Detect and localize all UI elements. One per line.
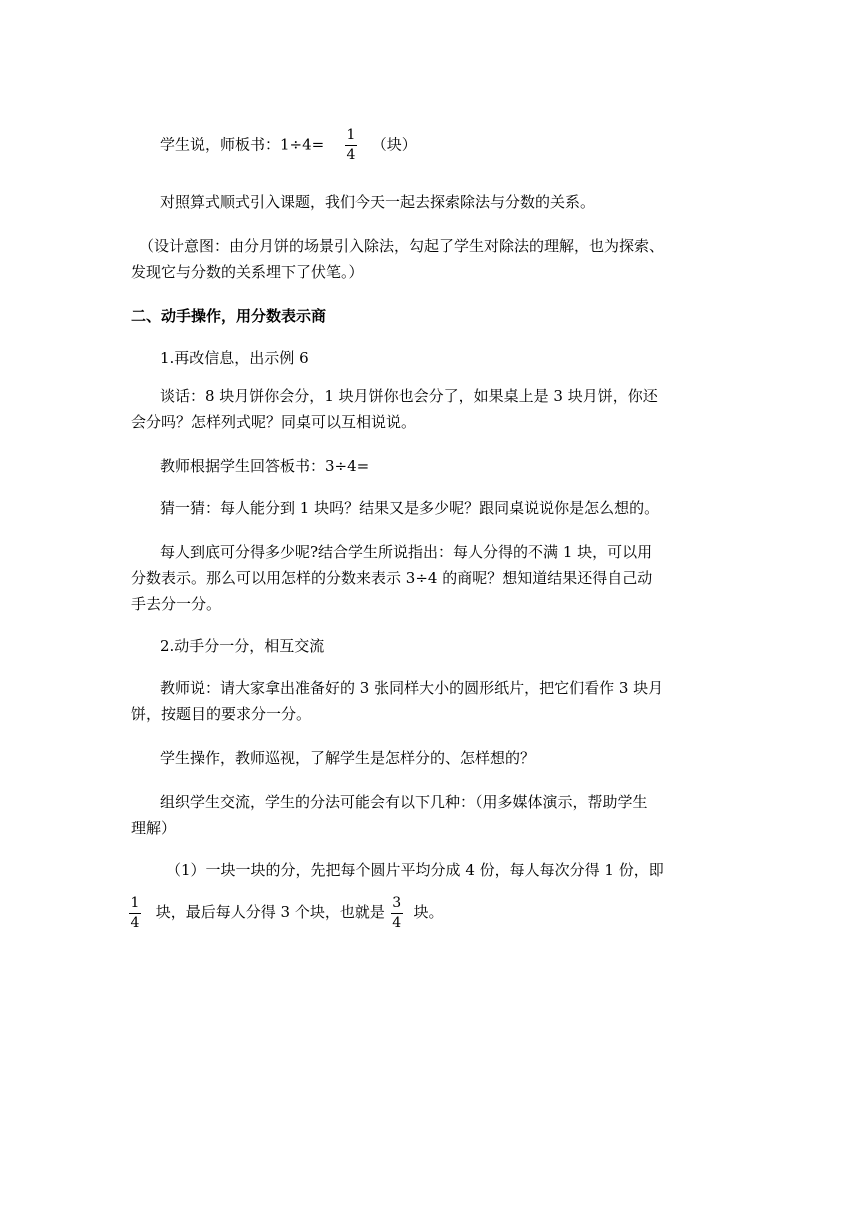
- fraction-three-quarters-inline: [391, 896, 403, 931]
- section-heading-2: 二、动手操作，用分数表示商: [131, 307, 327, 325]
- unit-text: （块）: [371, 135, 417, 154]
- step-2-title: 2.动手分一分，相互交流: [160, 637, 325, 655]
- step-1-title: 1.再改信息，出示例 6: [160, 349, 309, 367]
- dialogue-line-1: 谈话：8 块月饼你会分，1 块月饼你也会分了，如果桌上是 3 块月饼，你还: [160, 387, 658, 405]
- paragraph-board-writing: [160, 128, 417, 163]
- exchange-line-1: 组织学生交流，学生的分法可能会有以下几种：（用多媒体演示，帮助学生: [160, 793, 648, 811]
- explanation-line-2: 分数表示。那么可以用怎样的分数来表示 3÷4 的商呢？想知道结果还得自己动: [131, 569, 653, 587]
- explanation-line-3: 手去分一分。: [131, 595, 222, 613]
- fraction-one-quarter-inline: [129, 896, 141, 931]
- dialogue-line-2: 会分吗？怎样列式呢？同桌可以互相说说。: [131, 413, 417, 431]
- fraction-numerator: 3: [392, 894, 402, 911]
- student-operation: 学生操作，教师巡视，了解学生是怎样分的、怎样想的？: [160, 749, 536, 767]
- paragraph-introduce-topic: 对照算式顺式引入课题，我们今天一起去探索除法与分数的关系。: [160, 193, 596, 211]
- fraction-numerator: 1: [346, 127, 356, 143]
- fraction-bar: [391, 913, 403, 914]
- design-intent-line-1: （设计意图：由分月饼的场景引入除法，勾起了学生对除法的理解，也为探索、: [139, 237, 665, 255]
- board-writing-text: 学生说，师板书：1÷4=: [160, 135, 325, 154]
- fraction-denominator: 4: [346, 147, 356, 163]
- method-1-line-1: （1）一块一块的分，先把每个圆片平均分成 4 份，每人每次分得 1 份，即: [166, 861, 664, 879]
- fraction-bar: [129, 913, 141, 914]
- teacher-says-line-1: 教师说：请大家拿出准备好的 3 张同样大小的圆形纸片，把它们看作 3 块月: [160, 679, 664, 697]
- method-1-mid-text: 块，最后每人分得 3 个块，也就是: [155, 903, 385, 921]
- method-1-tail-text: 块。: [413, 903, 444, 921]
- fraction-bar: [345, 145, 357, 146]
- design-intent-line-2: 发现它与分数的关系埋下了伏笔。）: [131, 263, 364, 281]
- teacher-says-line-2: 饼，按题目的要求分一分。: [131, 705, 312, 723]
- method-1-line-2: [129, 892, 443, 932]
- exchange-line-2: 理解）: [131, 819, 177, 837]
- fraction-denominator: 4: [130, 914, 140, 931]
- guess-paragraph: 猜一猜：每人能分到 1 块吗？结果又是多少呢？跟同桌说说你是怎么想的。: [160, 499, 660, 517]
- fraction-one-quarter: [345, 128, 357, 163]
- explanation-line-1: 每人到底可分得多少呢?结合学生所说指出：每人分得的不满 1 块，可以用: [160, 543, 653, 561]
- fraction-numerator: 1: [130, 894, 140, 911]
- fraction-denominator: 4: [392, 914, 402, 931]
- teacher-board-writing: 教师根据学生回答板书：3÷4=: [160, 457, 370, 475]
